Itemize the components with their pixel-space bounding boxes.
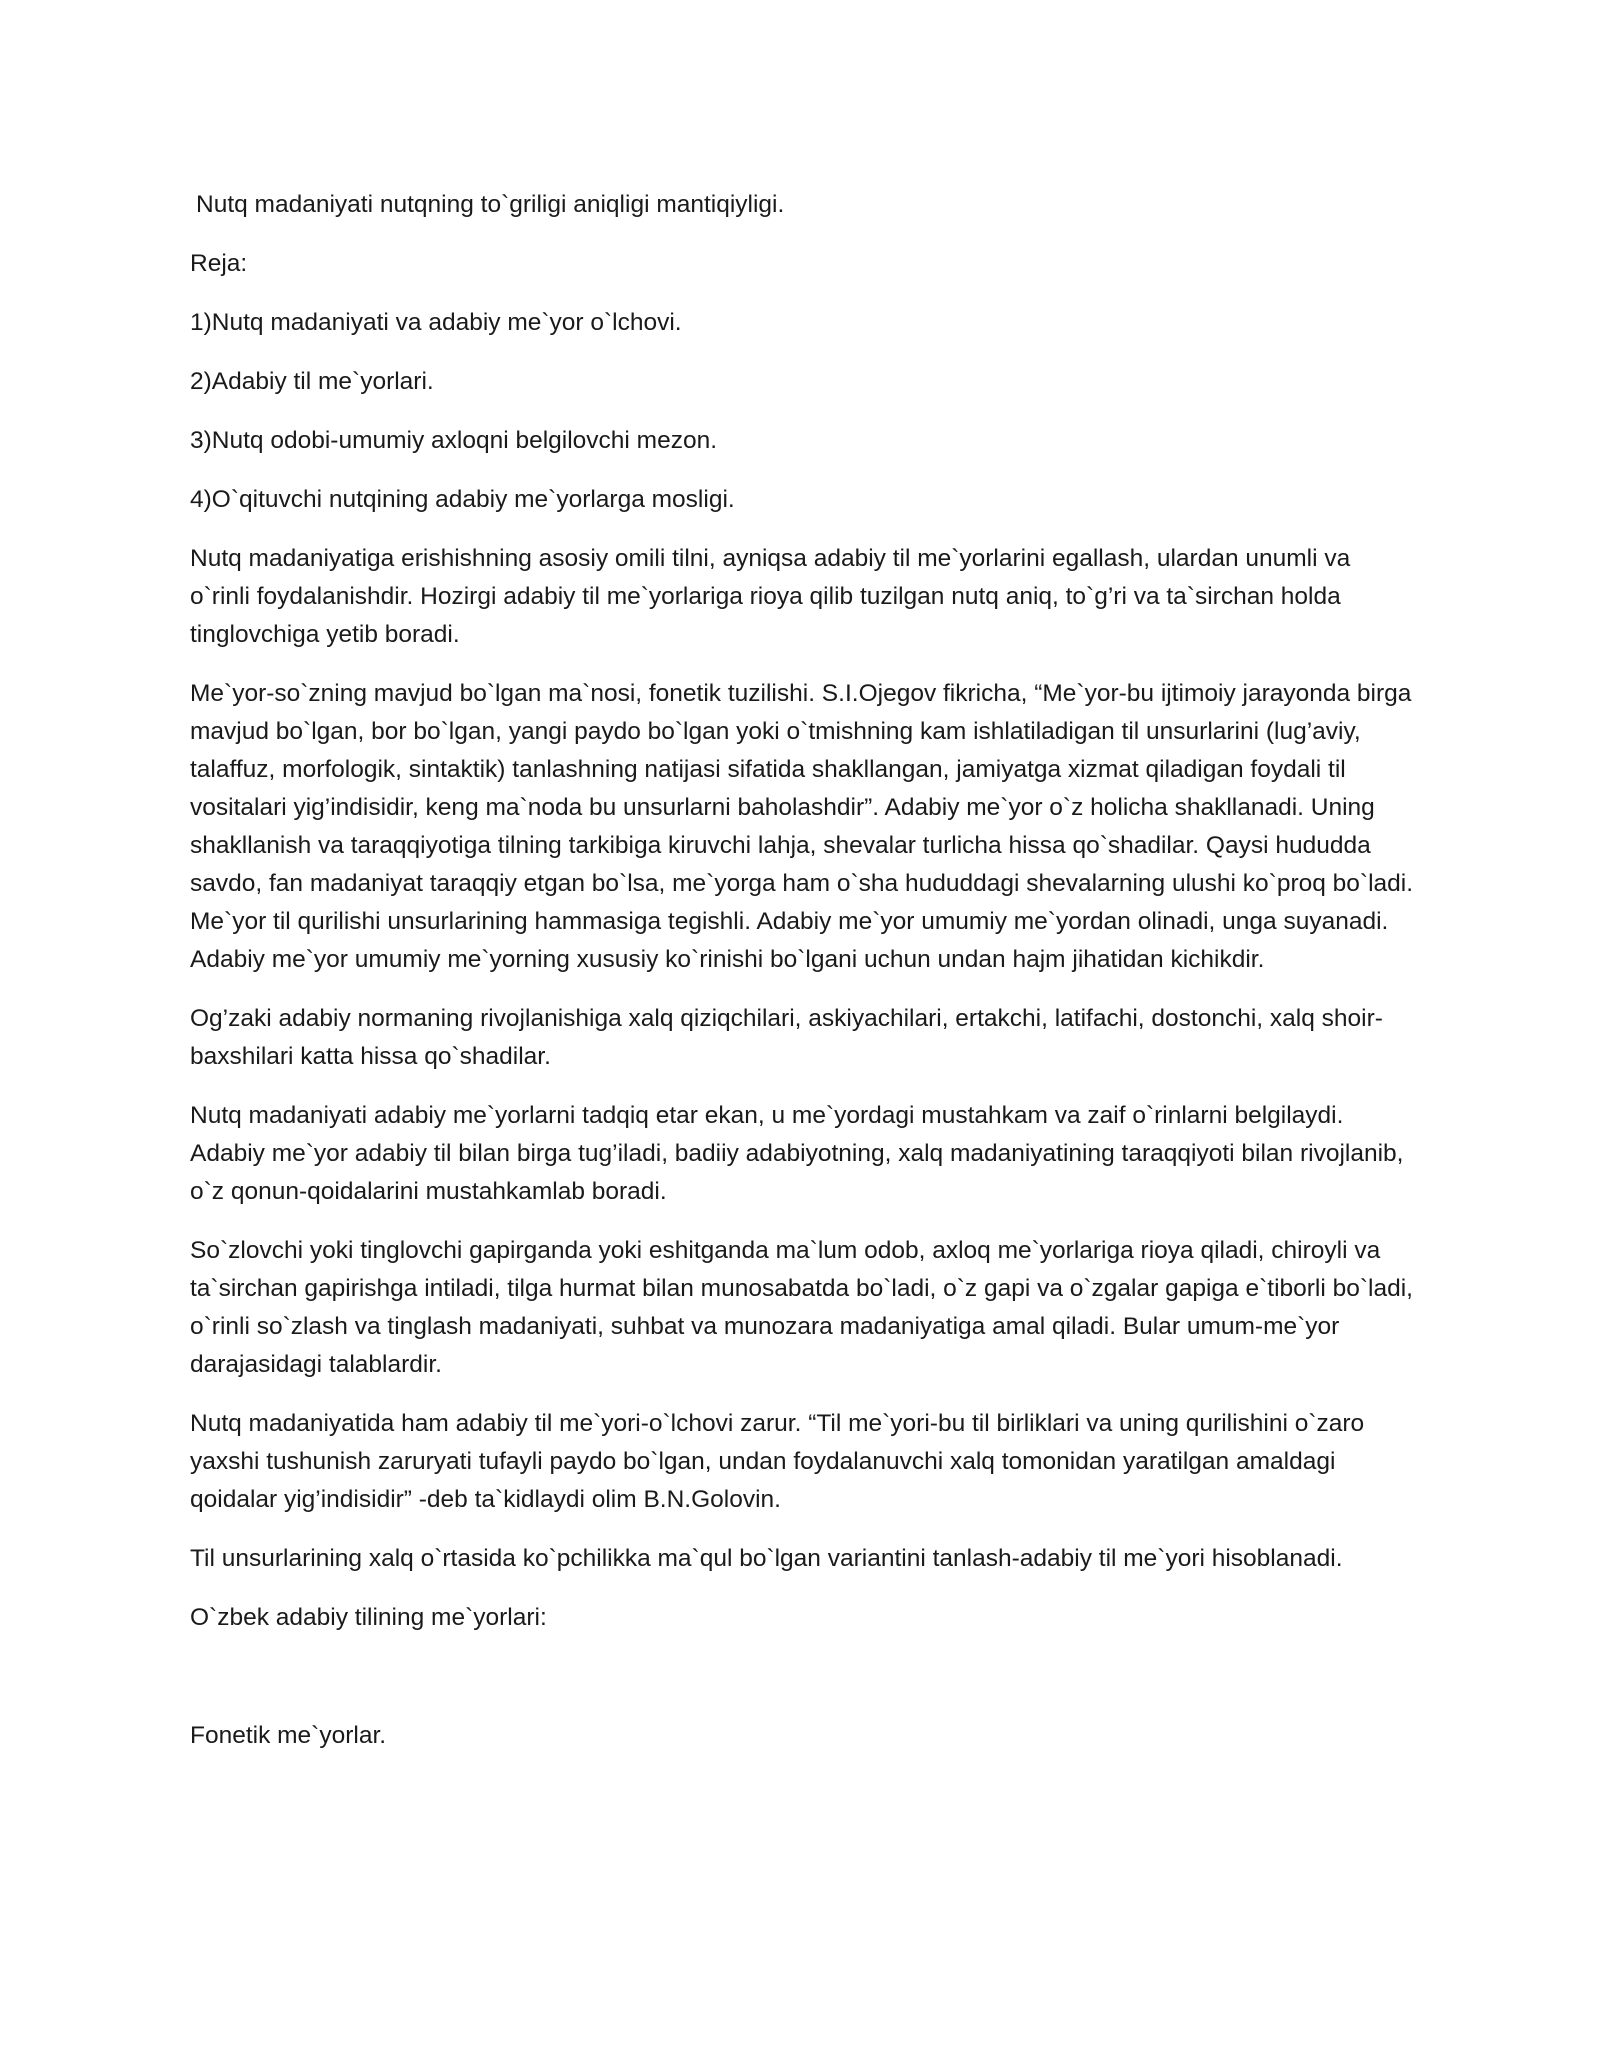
section-heading: Fonetik me`yorlar. bbox=[190, 1722, 387, 1749]
body-paragraph: Me`yor-so`zning mavjud bo`lgan ma`nosi, fonetik tuzilishi. S.I.Ojegov fikricha, “Me`yor-bu ijtimoiy jarayonda birga mavjud bo`lgan, bor bo`lgan, yangi paydo bo`lgan yoki o`tmishning kam ishlatiladigan til unsurlarini (lug’aviy, talaffuz, morfologik, sintaktik) tanlashning natijasi sifatida shakllangan, jamiyatga xizmat qiladigan foydali til vositalari yig’indisidir, keng ma`noda bu unsurlarni baholashdir”. Adabiy me`yor o`z holicha shakllanadi. Uning shakllanish va taraqqiyotiga tilning tarkibiga kiruvchi lahja, shevalar turlicha hissa qo`shadilar. Qaysi hududda savdo, fan madaniyat taraqqiy etgan bo`lsa, me`yorga ham o`sha hududdagi shevalarning ulushi ko`proq bo`ladi. Me`yor til qurilishi unsurlarining hammasiga tegishli. Adabiy me`yor umumiy me`yordan olinadi, unga suyanadi. Adabiy me`yor umumiy me`yorning xususiy ko`rinishi bo`lgani uchun undan hajm jihatidan kichikdir. bbox=[190, 680, 1414, 973]
blank-line bbox=[190, 1658, 1415, 1717]
body-paragraph: Nutq madaniyatida ham adabiy til me`yori-o`lchovi zarur. “Til me`yori-bu til birliklari va uning qurilishini o`zaro yaxshi tushunish zaruryati tufayli paydo bo`lgan, undan foydalanuvchi xalq tomonidan yaratilgan amaldagi qoidalar yig’indisidir” -deb ta`kidlaydi olim B.N.Golovin. bbox=[190, 1410, 1365, 1513]
plan-heading: Reja: bbox=[190, 250, 248, 277]
body-paragraph: Nutq madaniyatiga erishishning asosiy omili tilni, ayniqsa adabiy til me`yorlarini egallash, ulardan unumli va o`rinli foydalanishdir. Hozirgi adabiy til me`yorlariga rioya qilib tuzilgan nutq aniq, to`g’ri va ta`sirchan holda tinglovchiga yetib boradi. bbox=[190, 545, 1351, 648]
document-body bbox=[190, 186, 1415, 1776]
body-paragraph: Nutq madaniyati adabiy me`yorlarni tadqiq etar ekan, u me`yordagi mustahkam va zaif o`rinlarni belgilaydi. Adabiy me`yor adabiy til bilan birga tug’iladi, badiiy adabiyotning, xalq madaniyatining taraqqiyoti bilan rivojlanib, o`z qonun-qoidalarini mustahkamlab boradi. bbox=[190, 1102, 1404, 1205]
plan-item: 4)O`qituvchi nutqining adabiy me`yorlarga mosligi. bbox=[190, 486, 735, 513]
document-title: Nutq madaniyati nutqning to`griligi aniqligi mantiqiyligi. bbox=[196, 191, 785, 218]
plan-item: 1)Nutq madaniyati va adabiy me`yor o`lchovi. bbox=[190, 309, 682, 336]
body-paragraph: Til unsurlarining xalq o`rtasida ko`pchilikka ma`qul bo`lgan variantini tanlash-adabiy til me`yori hisoblanadi. bbox=[190, 1545, 1343, 1572]
subheading: O`zbek adabiy tilining me`yorlari: bbox=[190, 1604, 547, 1631]
plan-item: 3)Nutq odobi-umumiy axloqni belgilovchi mezon. bbox=[190, 427, 718, 454]
plan-item: 2)Adabiy til me`yorlari. bbox=[190, 368, 434, 395]
body-paragraph: Og’zaki adabiy normaning rivojlanishiga xalq qiziqchilari, askiyachilari, ertakchi, latifachi, dostonchi, xalq shoir-baxshilari katta hissa qo`shadilar. bbox=[190, 1005, 1383, 1070]
body-paragraph: So`zlovchi yoki tinglovchi gapirganda yoki eshitganda ma`lum odob, axloq me`yorlariga rioya qiladi, chiroyli va ta`sirchan gapirishga intiladi, tilga hurmat bilan munosabatda bo`ladi, o`z gapi va o`zgalar gapiga e`tiborli bo`ladi, o`rinli so`zlash va tinglash madaniyati, suhbat va munozara madaniyatiga amal qiladi. Bular umum-me`yor darajasidagi talablardir. bbox=[190, 1237, 1413, 1378]
